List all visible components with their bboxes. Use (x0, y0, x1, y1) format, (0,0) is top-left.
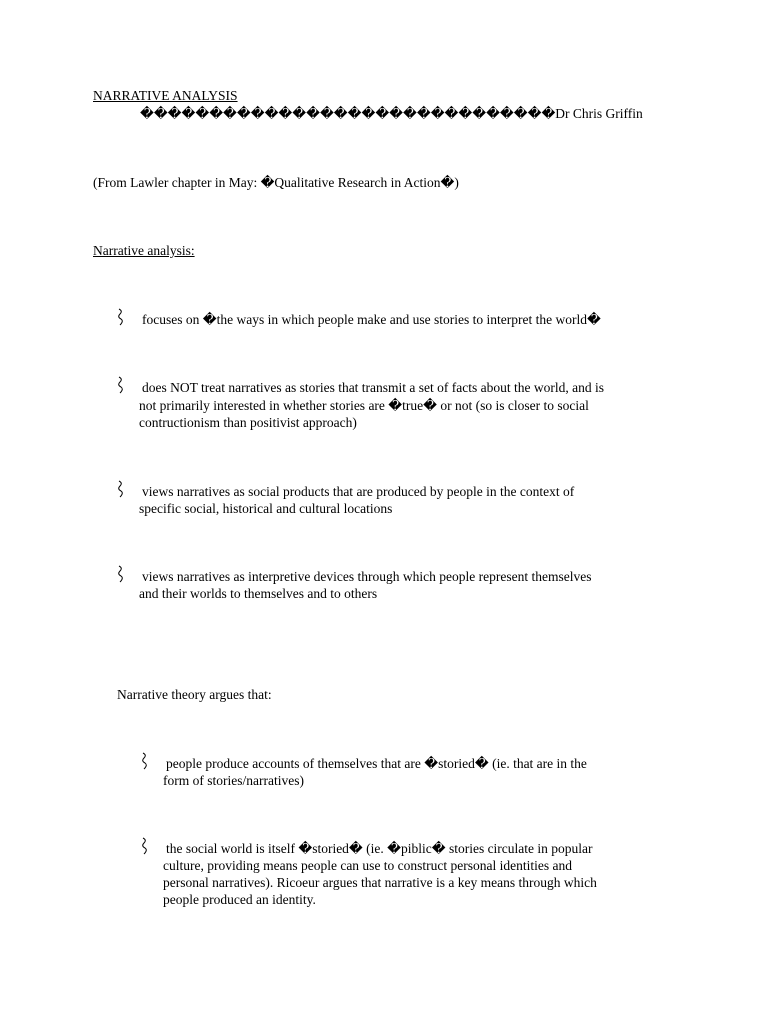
list-item-text: specific social, historical and cultural locations (139, 501, 393, 516)
document-title: NARRATIVE ANALYSIS (93, 88, 238, 103)
list-item-text: the social world is itself �storied� (ie. �piblic� stories circulate in popular (166, 841, 593, 856)
list-item-text: people produced an identity. (163, 892, 316, 907)
wavy-bullet-icon (116, 376, 128, 394)
list-item-text: views narratives as social products that are produced by people in the context of (142, 484, 575, 499)
list-item-text: contructionism than positivist approach) (139, 415, 357, 430)
list-item-text: form of stories/narratives) (163, 773, 304, 788)
wavy-bullet-icon (116, 565, 128, 583)
source-note: (From Lawler chapter in May: �Qualitative Research in Action�) (93, 175, 459, 190)
wavy-bullet-icon (116, 308, 128, 326)
list-item-text: personal narratives). Ricoeur argues that narrative is a key means through which (163, 875, 597, 890)
list-item-text: views narratives as interpretive devices through which people represent themselves (142, 569, 592, 584)
author-line: ������������������������������Dr Chris Griffin (140, 106, 643, 121)
list-item-text: not primarily interested in whether stories are �true� or not (so is closer to social (139, 398, 589, 413)
wavy-bullet-icon (140, 752, 152, 770)
wavy-bullet-icon (140, 837, 152, 855)
theory-heading: Narrative theory argues that: (117, 687, 272, 702)
section-heading: Narrative analysis: (93, 243, 195, 258)
list-item-text: people produce accounts of themselves that are �storied� (ie. that are in the (166, 756, 587, 771)
list-item-text: culture, providing means people can use to construct personal identities and (163, 858, 573, 873)
list-item-text: focuses on �the ways in which people make and use stories to interpret the world� (142, 312, 601, 327)
list-item-text: and their worlds to themselves and to others (139, 586, 378, 601)
list-item-text: does NOT treat narratives as stories that transmit a set of facts about the world, and is (142, 380, 604, 395)
wavy-bullet-icon (116, 480, 128, 498)
